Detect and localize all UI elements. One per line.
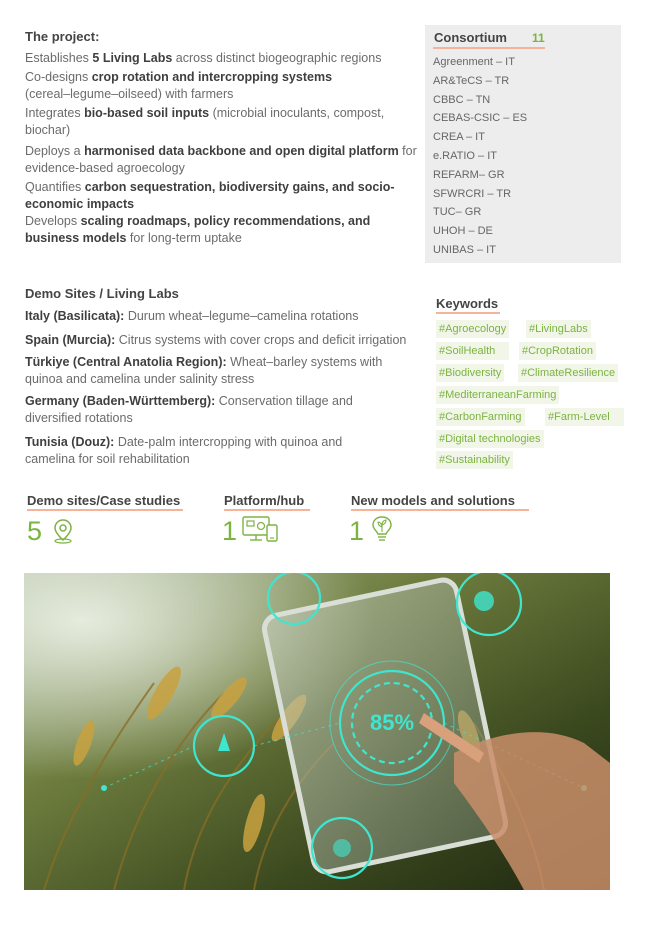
keywords-underline (436, 312, 500, 314)
demo-heading: Demo Sites / Living Labs (25, 286, 179, 301)
consortium-member: CBBC – TN (433, 93, 491, 106)
stat-underline (351, 509, 529, 511)
consortium-title: Consortium (434, 30, 507, 45)
keyword-tag: #Sustainability (436, 451, 513, 469)
project-item: Co-designs crop rotation and intercropping systems (cereal–legume–oilseed) with farmers (25, 70, 333, 101)
consortium-member: e.RATIO – IT (433, 149, 497, 162)
project-item: Develops scaling roadmaps, policy recommendations, and business models for long-term uptake (25, 214, 371, 245)
demo-site: Tunisia (Douz): Date-palm intercropping with quinoa and camelina for soil rehabilitation (25, 435, 343, 466)
keyword-tag: #ClimateResilience (518, 364, 618, 382)
consortium-member: TUC– GR (433, 206, 482, 219)
project-item: Deploys a harmonised data backbone and open digital platform for evidence-based agroecology (25, 144, 417, 175)
consortium-member: Agreenment – IT (433, 56, 515, 68)
keyword-tag: #SoilHealth (436, 342, 509, 360)
stat-value-platform: 1 (222, 516, 238, 546)
consortium-member: SFWRCRI – TR (433, 187, 512, 200)
keyword-tag: #Farm-Level (545, 408, 624, 426)
consortium-member: AR&TeCS – TR (433, 74, 510, 87)
demo-site: Türkiye (Central Anatolia Region): Wheat–barley systems with quinoa and camelina under salinity stress (25, 355, 383, 386)
demo-site: Italy (Basilicata): Durum wheat–legume–camelina rotations (25, 309, 359, 323)
stat-label-platform: Platform/hub (224, 493, 305, 508)
consortium-member: CREA – IT (433, 131, 485, 144)
keyword-tag: #Digital technologies (436, 430, 544, 448)
project-item: Establishes 5 Living Labs across distinct biogeographic regions (25, 51, 382, 65)
consortium-member: CEBAS-CSIC – ES (433, 112, 528, 125)
consortium-list (433, 53, 527, 260)
consortium-count: 11 (532, 31, 545, 45)
stat-value-demo-sites: 5 (27, 516, 43, 546)
hero-photo (24, 573, 610, 890)
consortium-member: UNIBAS – IT (433, 243, 496, 256)
consortium-panel (425, 25, 621, 263)
keyword-tag: #Agroecology (436, 320, 509, 338)
consortium-underline (433, 47, 545, 49)
keyword-tag: #LivingLabs (526, 320, 591, 338)
lightbulb-plant-icon (368, 513, 396, 545)
demo-site: Spain (Murcia): Citrus systems with cover crops and deficit irrigation (25, 333, 407, 347)
keyword-tag: #CarbonFarming (436, 408, 525, 426)
stat-underline (224, 509, 310, 511)
keyword-tag: #Biodiversity (436, 364, 504, 382)
stat-value-new-models: 1 (349, 516, 365, 546)
stat-label-new-models: New models and solutions (351, 493, 515, 508)
keywords-title: Keywords (436, 296, 499, 311)
farm-technology-image (24, 573, 610, 890)
project-item: Integrates bio-based soil inputs (microbial inoculants, compost, biochar) (25, 106, 385, 137)
hud-percentage: 85% (369, 710, 415, 735)
consortium-member: UHOH – DE (433, 225, 493, 238)
demo-site: Germany (Baden-Württemberg): Conservation tillage and diversified rotations (25, 394, 353, 425)
project-item: Quantifies carbon sequestration, biodiversity gains, and socio-economic impacts (25, 180, 395, 211)
project-heading: The project: (25, 29, 100, 44)
computer-platform-icon (240, 514, 280, 544)
keyword-tag: #MediterraneanFarming (436, 386, 559, 404)
stat-label-demo-sites: Demo sites/Case studies (27, 493, 181, 508)
consortium-member: REFARM– GR (433, 168, 505, 181)
map-pin-icon (50, 517, 76, 545)
keyword-tag: #CropRotation (519, 342, 596, 360)
stat-underline (27, 509, 183, 511)
